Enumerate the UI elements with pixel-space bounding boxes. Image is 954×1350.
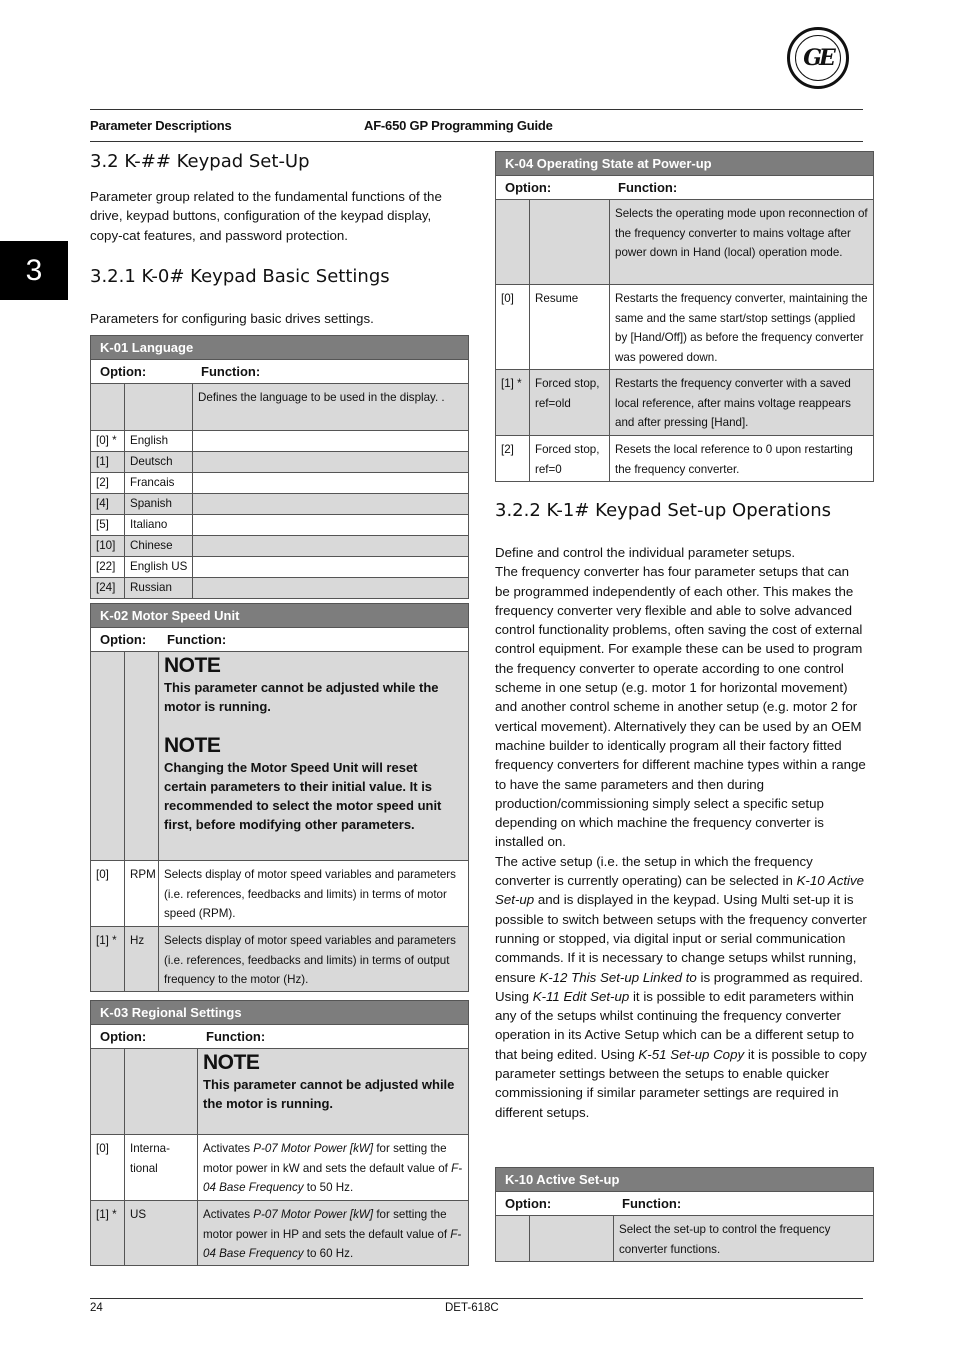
option-function: Restarts the frequency converter, maintaining the same and the same start/stop settings (applied by [Hand/Off]) as before the frequency converter was powered down. xyxy=(609,285,873,369)
ge-logo xyxy=(787,27,849,89)
function-label: Function: xyxy=(167,632,227,647)
table-row xyxy=(91,431,468,452)
paragraph: The active setup (i.e. the setup in which the frequency converter is currently operating) can be selected in K-10 Active Set-up and is displayed in the keypad. Using Multi set-up it is possible to switch between setups with the frequency converter running or stopped, via digital input or serial communication commands. If it is necessary to change setups whilst running, ensure K-12 This Set-up Linked to is programmed as required. Using K-11 Edit Set-up it is possible to edit parameters within any of the setups whilst continuing the frequency converter operation in its Active Setup which can be a different setup to that being edited. Using K-51 Set-up Copy it is possible to copy parameter settings between the setups to enable quicker commissioning if similar parameter settings are required in different setups. xyxy=(495,853,867,1120)
table-cell xyxy=(124,652,158,860)
param-table-k02 xyxy=(90,603,469,992)
description-row xyxy=(496,1216,873,1261)
table-cell xyxy=(192,452,468,472)
options-header xyxy=(91,360,468,384)
option-name: Forced stop, ref=0 xyxy=(529,436,609,481)
table-cell xyxy=(496,200,529,284)
table-cell xyxy=(91,652,124,860)
option-name: US xyxy=(124,1201,197,1265)
option-name: English xyxy=(124,431,192,451)
note-heading: NOTE xyxy=(164,654,221,677)
section-heading-3-2-1: 3.2.1 K-0# Keypad Basic Settings xyxy=(90,266,390,287)
table-row xyxy=(496,285,873,370)
page-number: 24 xyxy=(90,1302,103,1314)
option-name: Russian xyxy=(124,578,192,598)
section-heading-3-2-2: 3.2.2 K-1# Keypad Set-up Operations xyxy=(495,500,831,521)
option-function: Selects display of motor speed variables and parameters (i.e. references, feedbacks and limits) in terms of output frequency to the motor (Hz). xyxy=(158,927,468,991)
option-code: [24] xyxy=(96,581,116,594)
table-cell xyxy=(124,384,192,430)
table-cell xyxy=(496,1216,529,1261)
option-function: Restarts the frequency converter with a saved local reference, after mains voltage reappears and after pressing [Hand]. xyxy=(609,370,873,435)
table-row xyxy=(91,473,468,494)
option-function: Activates P-07 Motor Power [kW] for setting the motor power in kW and sets the default value of F-04 Base Frequency to 50 Hz. xyxy=(197,1135,468,1200)
table-row xyxy=(91,557,468,578)
option-label: Option: xyxy=(505,1196,552,1211)
table-row xyxy=(496,370,873,436)
function-label: Function: xyxy=(618,180,678,195)
table-row xyxy=(91,515,468,536)
table-row xyxy=(91,927,468,991)
table-cell xyxy=(91,1049,124,1134)
option-name: Deutsch xyxy=(124,452,192,472)
option-code: [5] xyxy=(96,518,109,531)
param-title: K-02 Motor Speed Unit xyxy=(91,604,468,628)
section-intro-3-2-1: Parameters for configuring basic drives settings. xyxy=(90,311,374,326)
table-cell xyxy=(192,431,468,451)
description-text: Selects the operating mode upon reconnection of the frequency converter to mains voltage after power down in Hand (local) operation mode. xyxy=(609,200,873,284)
options-header xyxy=(496,176,873,200)
param-title: K-10 Active Set-up xyxy=(496,1168,873,1192)
section-body-3-2-2 xyxy=(495,543,867,1122)
options-header xyxy=(91,1025,468,1049)
note-heading: NOTE xyxy=(203,1051,260,1074)
notes-row xyxy=(91,652,468,861)
header-rule-bottom xyxy=(90,141,863,142)
table-cell xyxy=(91,384,124,430)
table-cell xyxy=(529,1216,613,1261)
function-label: Function: xyxy=(206,1029,266,1044)
table-cell xyxy=(529,200,609,284)
option-code: [1] xyxy=(96,455,109,468)
options-header xyxy=(91,628,468,652)
option-name: Spanish xyxy=(124,494,192,514)
option-name: Forced stop, ref=old xyxy=(529,370,609,435)
logo-monogram: GE xyxy=(795,35,841,81)
table-cell xyxy=(158,652,468,860)
table-row xyxy=(91,494,468,515)
param-table-k10 xyxy=(495,1167,874,1262)
option-function: Selects display of motor speed variables and parameters (i.e. references, feedbacks and limits) in terms of motor speed (RPM). xyxy=(158,861,468,926)
description-row xyxy=(91,384,468,431)
option-name: Francais xyxy=(124,473,192,493)
table-cell xyxy=(192,578,468,598)
param-title: K-04 Operating State at Power-up xyxy=(496,152,873,176)
option-code: [1] * xyxy=(501,377,522,390)
note-heading: NOTE xyxy=(164,733,221,757)
table-cell xyxy=(192,515,468,535)
table-cell xyxy=(192,557,468,577)
table-cell xyxy=(192,494,468,514)
table-cell xyxy=(192,536,468,556)
note-text: This parameter cannot be adjusted while the motor is running. xyxy=(164,680,439,715)
header-guide-title: AF-650 GP Programming Guide xyxy=(364,118,553,133)
param-table-k03 xyxy=(90,1000,469,1266)
paragraph: Define and control the individual parameter setups. xyxy=(495,545,796,560)
option-label: Option: xyxy=(100,1029,147,1044)
table-row xyxy=(91,861,468,927)
option-code: [22] xyxy=(96,560,116,573)
header-rule-top xyxy=(90,109,863,110)
table-row xyxy=(91,578,468,598)
table-row xyxy=(91,1135,468,1201)
notes-row xyxy=(91,1049,468,1135)
option-code: [2] xyxy=(501,443,514,456)
option-code: [1] * xyxy=(96,1208,117,1221)
option-function: Activates P-07 Motor Power [kW] for setting the motor power in HP and sets the default value of F-04 Base Frequency to 60 Hz. xyxy=(197,1201,468,1265)
option-label: Option: xyxy=(100,364,147,379)
table-cell xyxy=(124,1049,197,1134)
option-code: [0] xyxy=(96,1142,109,1155)
option-code: [4] xyxy=(96,497,109,510)
param-title: K-01 Language xyxy=(91,336,468,360)
section-intro-3-2: Parameter group related to the fundamental functions of the drive, keypad buttons, configuration of the keypad display, copy-cat features, and password protection. xyxy=(90,189,442,243)
option-name: English US xyxy=(124,557,192,577)
option-code: [0] xyxy=(96,868,109,881)
param-title: K-03 Regional Settings xyxy=(91,1001,468,1025)
param-table-k04 xyxy=(495,151,874,482)
option-code: [10] xyxy=(96,539,116,552)
option-function: Resets the local reference to 0 upon restarting the frequency converter. xyxy=(609,436,873,481)
chapter-tab: 3 xyxy=(0,241,68,300)
option-code: [0] * xyxy=(96,434,117,447)
table-row xyxy=(91,536,468,557)
footer-rule xyxy=(90,1298,863,1299)
function-label: Function: xyxy=(201,364,261,379)
param-table-k01 xyxy=(90,335,469,599)
table-row xyxy=(496,436,873,481)
table-cell xyxy=(197,1049,468,1134)
table-cell xyxy=(192,473,468,493)
function-label: Function: xyxy=(622,1196,682,1211)
option-label: Option: xyxy=(100,632,147,647)
note-text: Changing the Motor Speed Unit will reset certain parameters to their initial value. It is recommended to select the motor speed unit first, before modifying other parameters. xyxy=(164,759,442,833)
note-text: This parameter cannot be adjusted while the motor is running. xyxy=(203,1077,455,1112)
description-text: Defines the language to be used in the display. . xyxy=(192,384,468,430)
table-row xyxy=(91,452,468,473)
description-row xyxy=(496,200,873,285)
table-row xyxy=(91,1201,468,1265)
option-name: Hz xyxy=(124,927,158,991)
option-code: [0] xyxy=(501,292,514,305)
option-name: Interna-tional xyxy=(124,1135,197,1200)
option-code: [1] * xyxy=(96,934,117,947)
option-name: Chinese xyxy=(124,536,192,556)
header-section: Parameter Descriptions xyxy=(90,118,232,133)
description-text: Select the set-up to control the frequency converter functions. xyxy=(613,1216,873,1261)
options-header xyxy=(496,1192,873,1216)
document-id: DET-618C xyxy=(445,1302,499,1314)
option-label: Option: xyxy=(505,180,552,195)
option-name: Italiano xyxy=(124,515,192,535)
option-name: RPM xyxy=(124,861,158,926)
paragraph: The frequency converter has four parameter setups that can be programmed independently of each other. This makes the frequency converter very flexible and able to solve advanced control functionality problems, often saving the cost of external control equipment. For example these can be used to program the frequency converter to operate according to one control scheme in one setup (e.g. motor 1 for horizontal movement) and another control scheme in another setup (e.g. motor 2 for vertical movement). Alternatively they can be used by an OEM machine builder to identically program all their factory fitted frequency converters for different machine types within a range to have the same parameters and then during production/commissioning simply select a specific setup depending on which machine the frequency converter is installed on. xyxy=(495,564,866,850)
option-name: Resume xyxy=(529,285,609,369)
option-code: [2] xyxy=(96,476,109,489)
section-heading-3-2: 3.2 K-## Keypad Set-Up xyxy=(90,151,310,172)
